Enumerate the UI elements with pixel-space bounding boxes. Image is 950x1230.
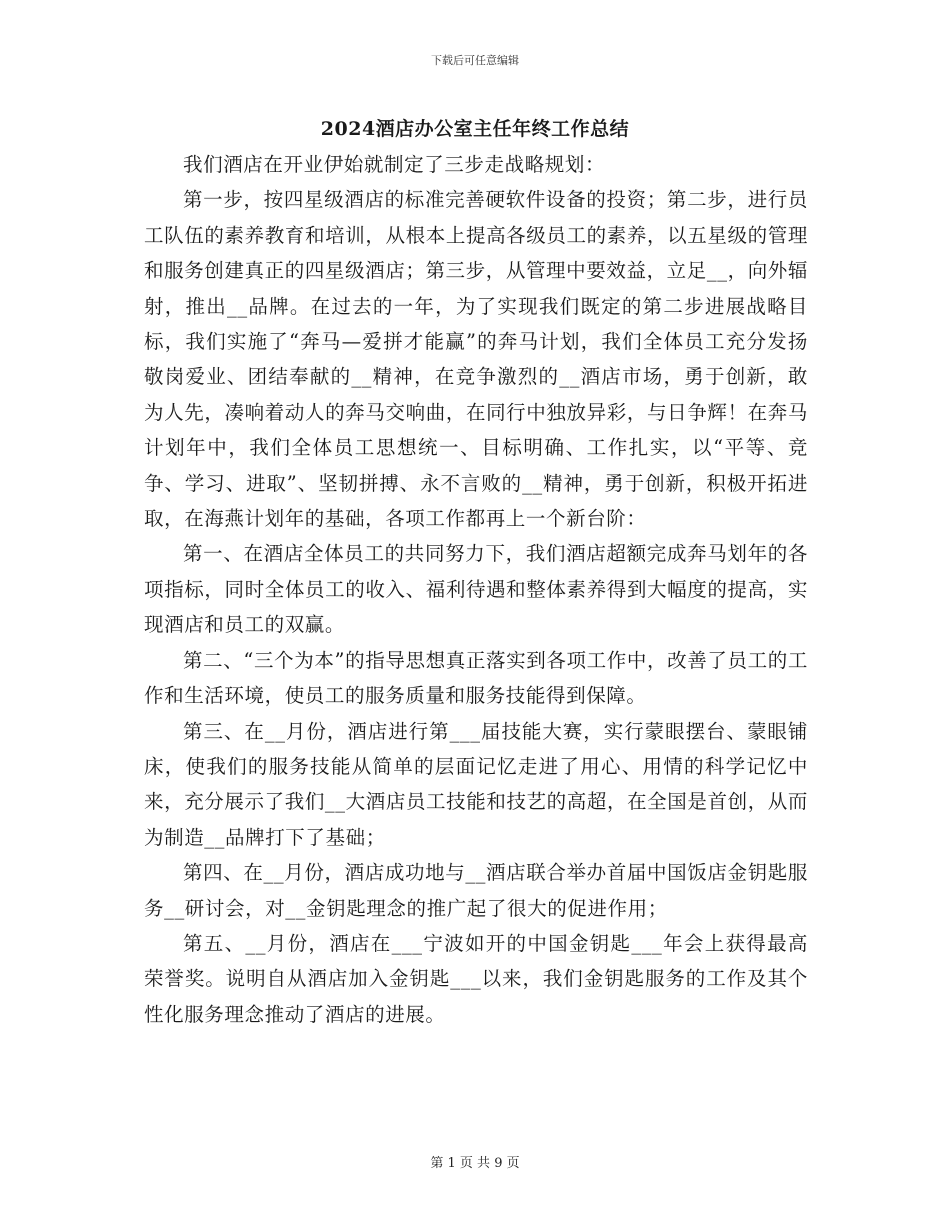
paragraph-achievement-4: 第四、在__月份，酒店成功地与__酒店联合举办首届中国饭店金钥匙服务__研讨会，对__金钥匙理念的推广起了很大的促进作用； [144, 861, 808, 920]
paragraph-achievement-5: 第五、__月份，酒店在___宁波如开的中国金钥匙___年会上获得最高荣誉奖。说明自从酒店加入金钥匙___以来，我们金钥匙服务的工作及其个性化服务理念推动了酒店的进展。 [144, 931, 808, 1026]
document-title: 2024酒店办公室主任年终工作总结 [320, 118, 630, 140]
document-body [144, 147, 808, 1032]
page-number: 第 1 页 共 9 页 [430, 1156, 520, 1171]
paragraph-achievement-1: 第一、在酒店全体员工的共同努力下，我们酒店超额完成奔马划年的各项指标，同时全体员工的收入、福利待遇和整体素养得到大幅度的提高，实现酒店和员工的双赢。 [144, 542, 808, 637]
page-header-note: 下载后可任意编辑 [431, 54, 519, 67]
paragraph-strategy: 第一步，按四星级酒店的标准完善硬软件设备的投资；第二步，进行员工队伍的素养教育和培训，从根本上提高各级员工的素养，以五星级的管理和服务创建真正的四星级酒店；第三步，从管理中要效益，立足__，向外辐射，推出__品牌。在过去的一年，为了实现我们既定的第二步进展战略目标，我们实施了“奔马—爱拼才能赢”的奔马计划，我们全体员工充分发扬敬岗爱业、团结奉献的__精神，在竞争激烈的__酒店市场，勇于创新，敢为人先，凑响着动人的奔马交响曲，在同行中独放异彩，与日争辉！在奔马计划年中，我们全体员工思想统一、目标明确、工作扎实，以“平等、竞争、学习、进取”、坚韧拼搏、永不言败的__精神，勇于创新，积极开拓进取，在海燕计划年的基础，各项工作都再上一个新台阶： [144, 188, 808, 531]
paragraph-achievement-2: 第二、“三个为本”的指导思想真正落实到各项工作中，改善了员工的工作和生活环境，使员工的服务质量和服务技能得到保障。 [144, 648, 808, 708]
paragraph-intro: 我们酒店在开业伊始就制定了三步走战略规划： [183, 153, 606, 176]
paragraph-achievement-3: 第三、在__月份，酒店进行第___届技能大赛，实行蒙眼摆台、蒙眼铺床，使我们的服务技能从简单的层面记忆走进了用心、用情的科学记忆中来，充分展示了我们__大酒店员工技能和技艺的高超，在全国是首创，从而为制造__品牌打下了基础； [144, 719, 808, 849]
